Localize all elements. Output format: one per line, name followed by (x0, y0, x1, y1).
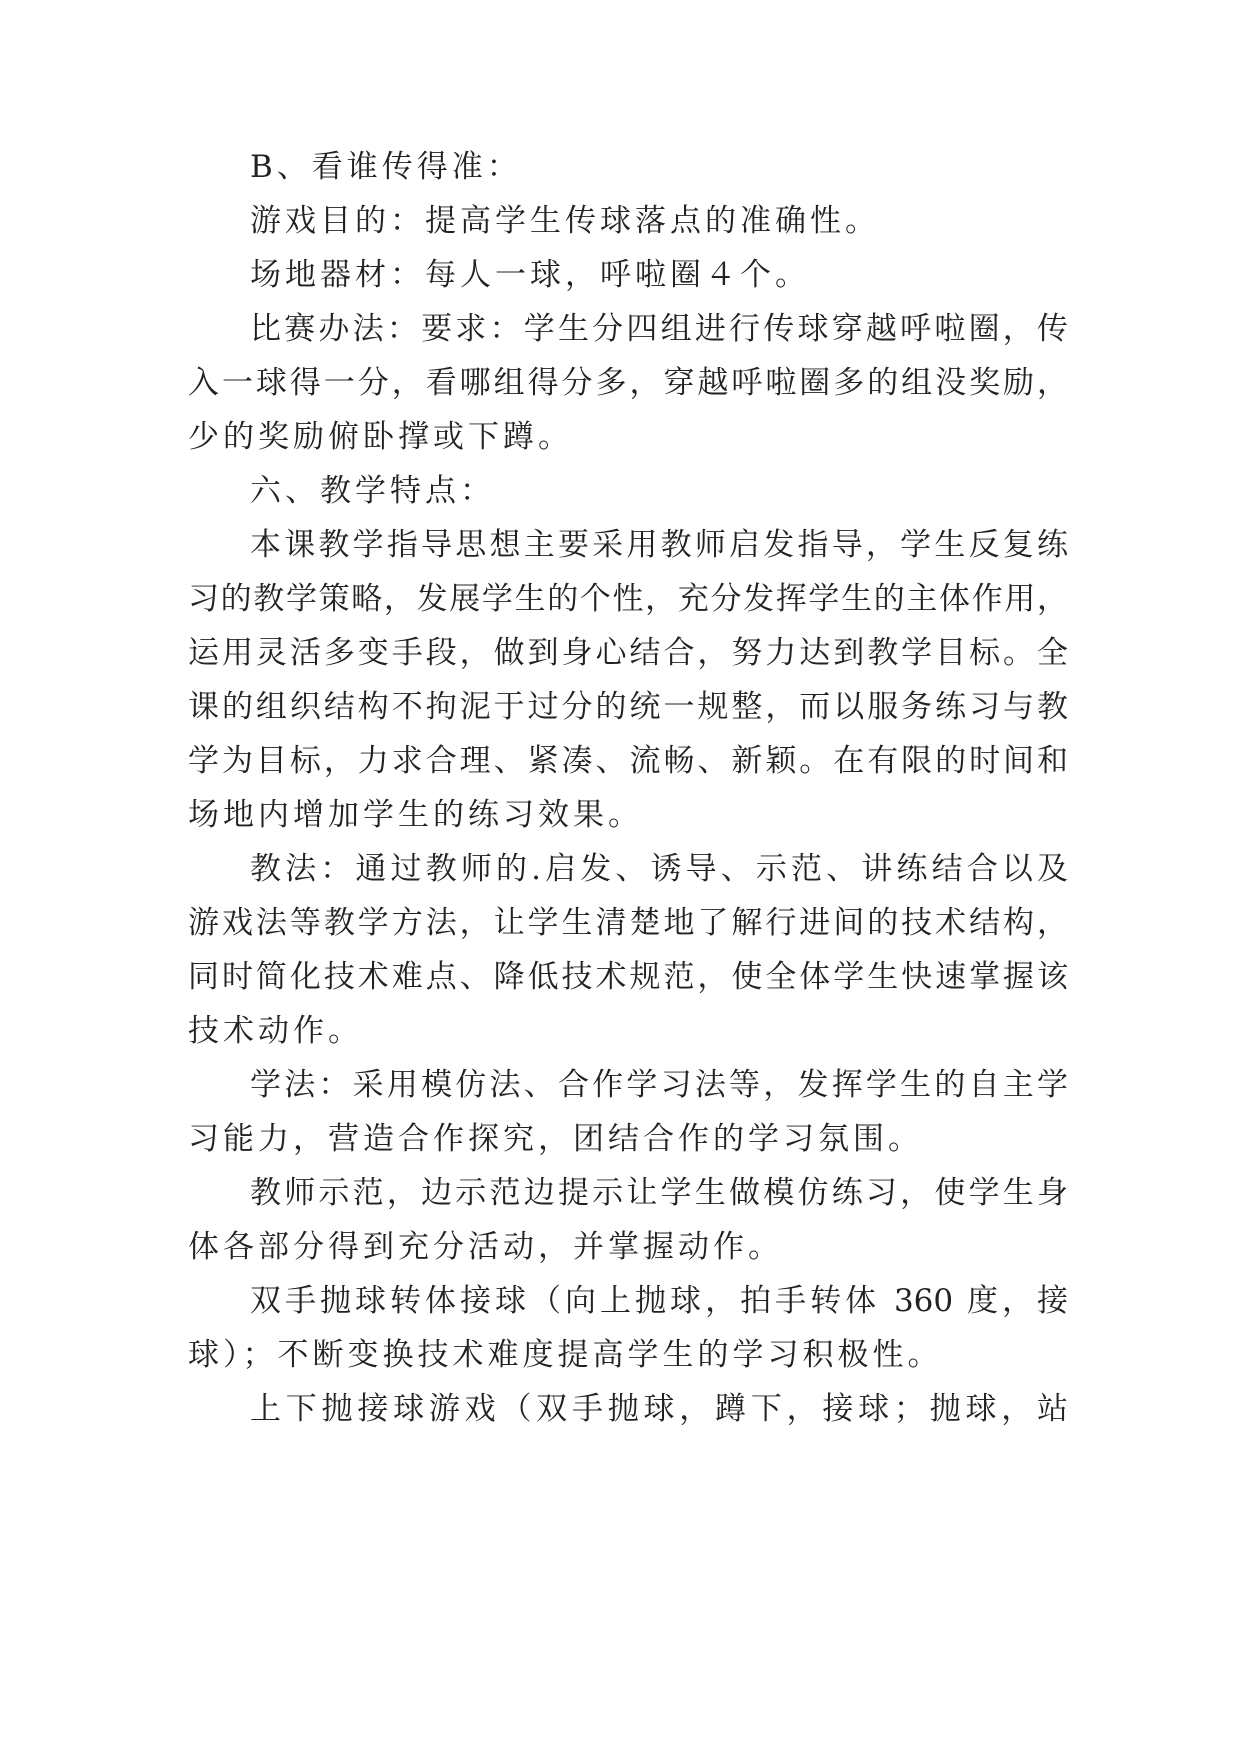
text-line: 少的奖励俯卧撑或下蹲。 (188, 419, 573, 455)
text-line: 场地内增加学生的练习效果。 (188, 797, 643, 833)
text-line: 双手抛球转体接球（向上抛球，拍手转体 360 度，接 (250, 1283, 1068, 1319)
text-line: 本课教学指导思想主要采用教师启发指导，学生反复练 (250, 527, 1068, 563)
text-line: 球）；不断变换技术难度提高学生的学习积极性。 (188, 1337, 943, 1373)
text-line: 教师示范，边示范边提示让学生做模仿练习，使学生身 (250, 1175, 1068, 1211)
section-heading: 六、教学特点： (250, 473, 495, 509)
text-line: 课的组织结构不拘泥于过分的统一规整，而以服务练习与教 (188, 689, 1068, 725)
text-line: 习的教学策略，发展学生的个性，充分发挥学生的主体作用， (188, 581, 1068, 617)
text-line: B、看谁传得准： (250, 149, 522, 185)
text-line: 学为目标，力求合理、紧凑、流畅、新颖。在有限的时间和 (188, 743, 1068, 779)
text-line: 上下抛接球游戏（双手抛球，蹲下，接球；抛球，站 (250, 1391, 1068, 1427)
text-line: 技术动作。 (188, 1013, 363, 1049)
text-line: 体各部分得到充分活动，并掌握动作。 (188, 1229, 783, 1265)
text-line: 学法：采用模仿法、合作学习法等，发挥学生的自主学 (250, 1067, 1068, 1103)
text-line: 习能力，营造合作探究，团结合作的学习氛围。 (188, 1121, 923, 1157)
text-line: 运用灵活多变手段，做到身心结合，努力达到教学目标。全 (188, 635, 1068, 671)
text-line: 同时简化技术难点、降低技术规范，使全体学生快速掌握该 (188, 959, 1068, 995)
text-line: 教法：通过教师的.启发、诱导、示范、讲练结合以及 (250, 851, 1068, 887)
text-line: 游戏法等教学方法，让学生清楚地了解行进间的技术结构， (188, 905, 1068, 941)
text-line: 场地器材：每人一球，呼啦圈４个。 (250, 257, 810, 293)
text-line: 入一球得一分，看哪组得分多，穿越呼啦圈多的组没奖励， (188, 365, 1068, 401)
text-line: 游戏目的：提高学生传球落点的准确性。 (250, 203, 880, 239)
text-line: 比赛办法：要求：学生分四组进行传球穿越呼啦圈，传 (250, 311, 1068, 347)
